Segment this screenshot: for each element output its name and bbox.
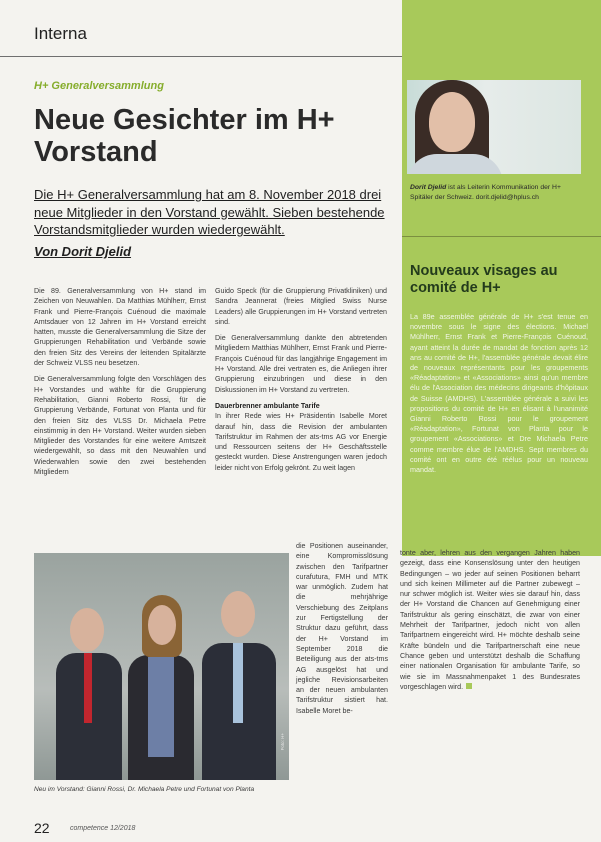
person-petre-head: [148, 605, 176, 645]
article-column-2-continued: [296, 541, 388, 722]
group-photo: [34, 553, 289, 780]
author-description: ist als Leiterin Kommunikation der H+ Spitäler der Schweiz.: [410, 184, 561, 201]
article-kicker: H+ Generalversammlung: [34, 80, 164, 92]
author-name: Dorit Djelid: [410, 184, 447, 191]
paragraph: Die 89. Generalversammlung von H+ stand im Zeichen von Neuwahlen. Da Matthias Mühlherr, Ernst Frank und Pierre-François Cuénoud die maximale Amtsdauer von 12 Jahren im H+ Vorstand erreicht hatten, musste die Generalversammlung die Sitze der Gruppierungen Rehabilitation und Verbände sowie den freien Sitz des Vereins der leitenden Spitalärzte der Schweiz VLSS neu besetzen.: [34, 287, 206, 368]
article-headline: Neue Gesichter im H+ Vorstand: [34, 104, 335, 168]
article-column-1: [34, 286, 206, 483]
paragraph: Guido Speck (für die Gruppierung Privatkliniken) und Sandra Jeannerat (freies Mitglied Swiss Nurse Leaders) alle Gruppierungen im H+ Vorstand vertreten sind.: [215, 287, 387, 326]
paragraph-text: tonte aber, lehren aus den vergangen Jahren haben gezeigt, dass eine Konsenslösung unter den heutigen Bedingungen – wo jeder auf seinen Positionen beharrt und sich keinen Millimeter auf die Partner zubewegt – nur schwer möglich ist. Weiter wies sie darauf hin, dass der H+ Vorstand die Chancen auf Genehmigung einer Tarifstruktur als gering einschätzt, die zwar von einer Mehrheit der Tarifpartner, jedoch nicht von allen Tarifpartnern eingereicht wird. H+ möchte deshalb seine Kräfte bündeln und die Tarifpartnerschaft eine neue Chance geben und unterstützt deshalb die Schaffung einer nationalen Organisation für ambulante Tarife, so wie sie im Massnahmenpaket 1 des Bundesrates vorgeschlagen wird.: [400, 549, 580, 691]
person-vonplanta-shirt: [233, 643, 243, 723]
author-email[interactable]: dorit.djelid@hplus.ch: [475, 193, 539, 201]
sidebar-title: Nouveaux visages au comité de H+: [410, 263, 558, 296]
section-subhead: Dauerbrenner ambulante Tarife: [215, 401, 320, 410]
author-portrait: [407, 80, 581, 174]
person-rossi-head: [70, 608, 104, 652]
paragraph: [400, 548, 580, 692]
person-petre-blouse: [148, 657, 174, 757]
author-caption: [410, 183, 580, 202]
page-number: 22: [34, 820, 50, 836]
paragraph: die Positionen auseinander, eine Kompromisslösung zwischen den Tarifpartner curafutura, FMH und MTK war unmöglich. Zudem hat die mehrjährige Verschiebung des Zeitplans zur Fertigstellung der Struktur dazu geführt, dass der H+ Vorstand im September 2018 die Beteiligung aus der ats-tms AG ausgelöst hat und jegliche Revisionsarbeiten an der neuen ambulanten Tarifstruktur sistiert hat. Isabelle Moret be-: [296, 542, 388, 715]
paragraph: Die Generalversammlung folgte den Vorschlägen des H+ Vorstandes und wählte für die Gruppierung Rehabilitation, Gianni Roberto Rossi, für die Gruppierung Verbände, Fortunat von Planta und für den freien Sitz des VLSS Dr. Michaela Petre einstimmig in den H+ Vorstand. Weiter wurden sieben Mitglieder des Vorstandes für eine weitere Amtszeit wiedergewählt, so dass mit den Neuwahlen und Wiederwahlen sowie den zwei bestehenden Mitgliedern: [34, 375, 206, 477]
paragraph: In ihrer Rede wies H+ Präsidentin Isabelle Moret darauf hin, dass die Revision der ambulanten Tarifstruktur im Rahmen der ats-tms AG vor Energie und Ressourcen seitens der H+ Geschäftsstelle gesteckt wurden. Diese Anstrengungen waren jedoch leider nicht von Erfolg gekrönt. Zu weit lagen: [215, 412, 387, 472]
article-byline: Von Dorit Djelid: [34, 244, 132, 259]
portrait-face: [429, 92, 475, 152]
person-vonplanta-head: [221, 591, 255, 637]
sidebar-text: La 89e assemblée générale de H+ s'est tenue en novembre sous le signe des élections. Michael Mühlherr, Ernst Frank et Pierre-François Cuénoud, ayant atteint la durée de mandat de fonction après 12 ans au comité de H+, l'assemblée générale devait élire de nouveaux représentants pour les groupements «Réadaptation» et «Associations» ainsi qu'un membre élu de l'Association des médecins dirigeants d'hôpitaux de Suisse (AMDHS). L'assemblée générale a suivi les propositions du comité de H+ en élisant à l'unanimité Gianni Roberto Rossi pour le groupement «Réadaptation», Fortunat von Planta pour le groupement «Associations» et Dre Michaela Petre comme membre élue de l'AMDHS. Sept membres du comité ont en outre été réélus pour un nouveau mandat.: [410, 312, 588, 475]
section-label: Interna: [34, 24, 87, 43]
end-mark-icon: [466, 683, 472, 689]
article-column-2: [215, 286, 387, 479]
article-lead: Die H+ Generalversammlung hat am 8. November 2018 drei neue Mitglieder in den Vorstand gewählt. Sieben bestehende Vorstandsmitglieder wurden wiedergewählt.: [34, 187, 385, 237]
person-rossi-shirt: [84, 653, 92, 723]
magazine-issue: competence 12/2018: [70, 825, 136, 832]
paragraph: Die Generalversammlung dankte den abtretenden Mitgliedern Matthias Mühlherr, Ernst Frank und Pierre-François Cuénoud für das langjährige Engagement im H+ Vorstand. Alle drei vertraten es, die Anliegen ihrer Gruppierung einzubringen und diese in den Diskussionen im H+ Vorstand zu vertreten.: [215, 334, 387, 394]
photo-caption: Neu im Vorstand: Gianni Rossi, Dr. Michaela Petre und Fortunat von Planta: [34, 786, 255, 793]
photo-credit: Foto: H+: [280, 732, 285, 750]
sidebar-divider: [402, 236, 601, 237]
article-column-3: [400, 548, 580, 698]
